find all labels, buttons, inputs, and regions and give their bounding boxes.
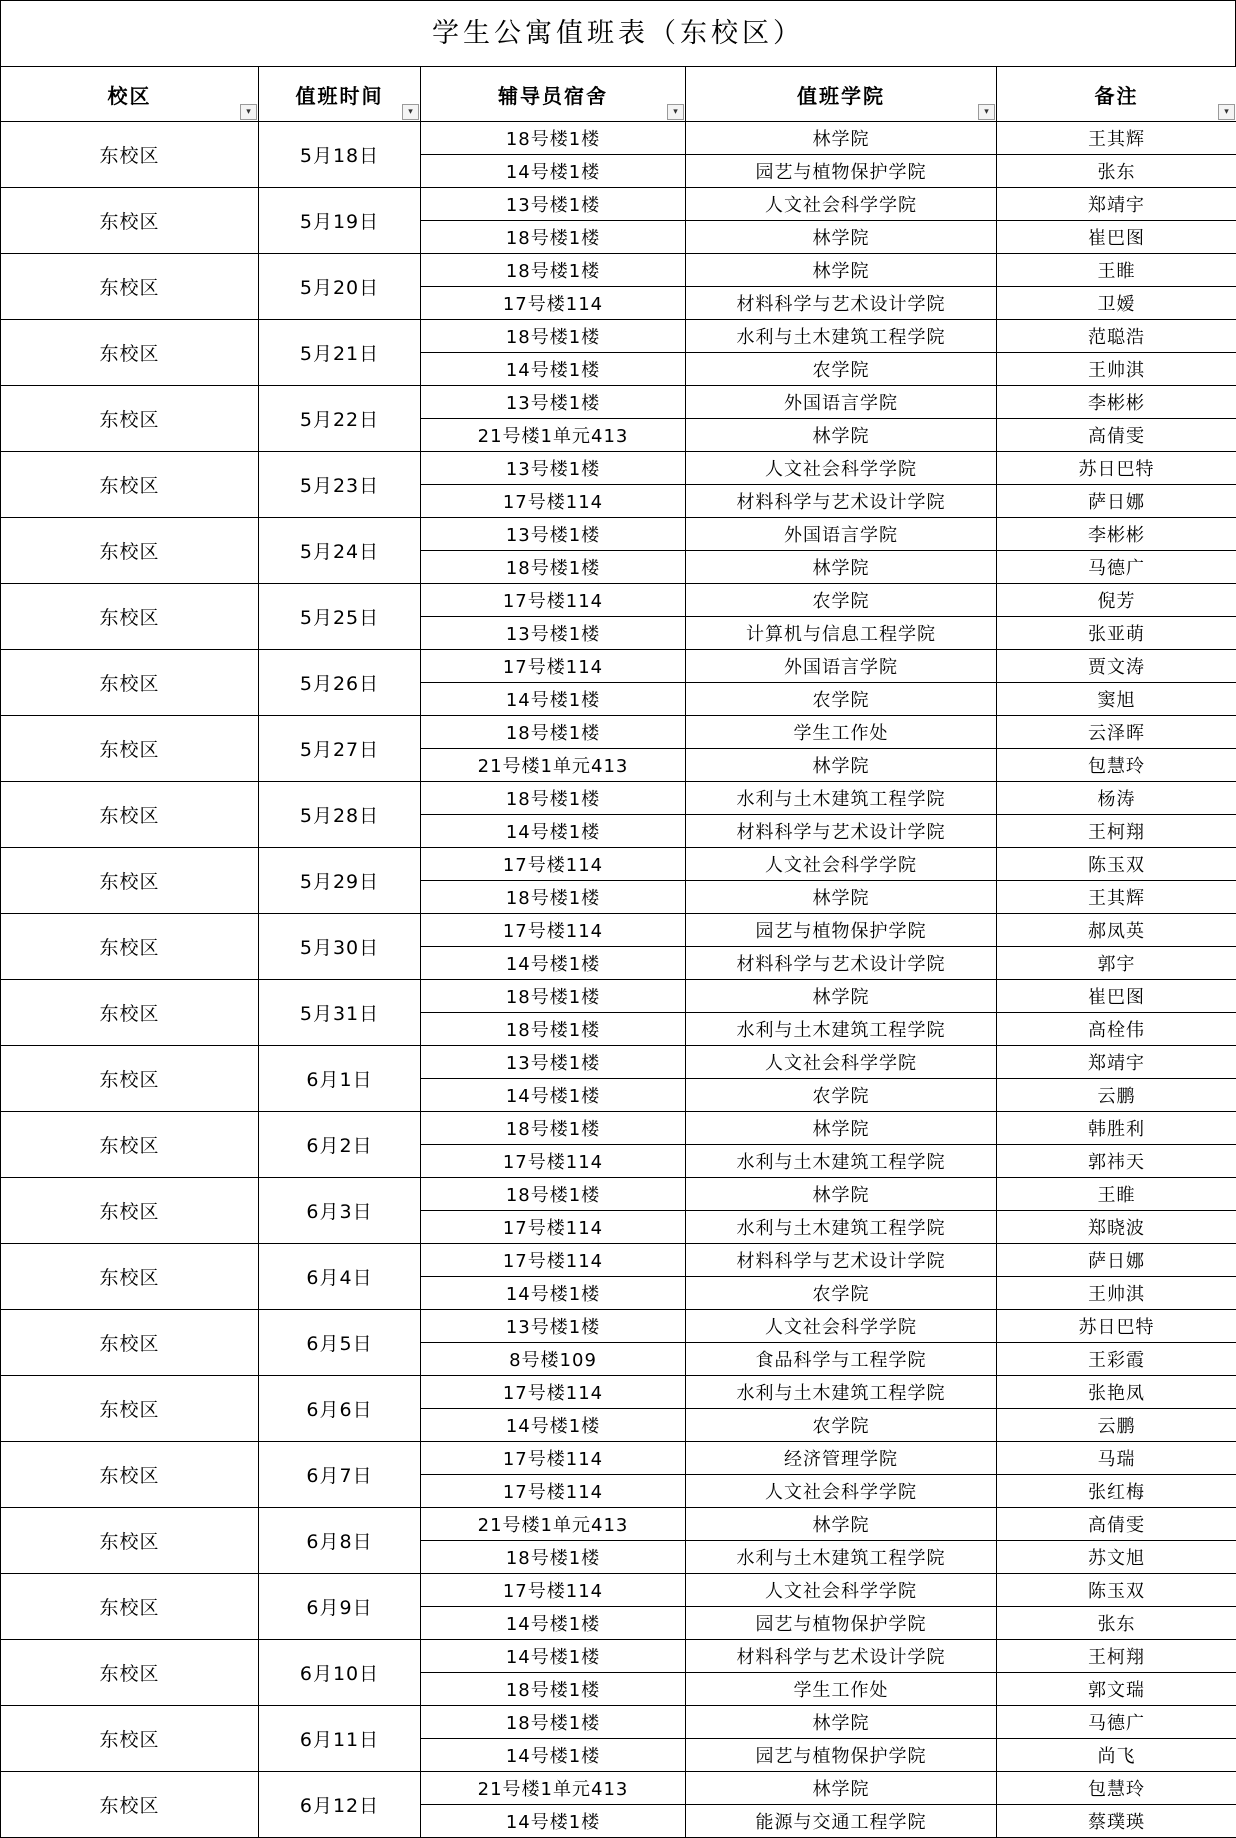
remark-cell[interactable]: 郝凤英 [997,914,1236,947]
table-row [1,1244,1236,1277]
duty-date-cell[interactable]: 5月29日 [259,848,421,914]
header-label: 值班学院 [797,84,885,108]
remark-cell[interactable]: 苏日巴特 [997,1310,1236,1343]
dorm-cell[interactable]: 8号楼109 [421,1343,686,1376]
dorm-cell[interactable]: 13号楼1楼 [421,617,686,650]
dorm-cell[interactable]: 18号楼1楼 [421,980,686,1013]
dorm-cell[interactable]: 14号楼1楼 [421,1607,686,1640]
college-cell[interactable]: 能源与交通工程学院 [686,1805,997,1838]
remark-cell[interactable]: 贾文涛 [997,650,1236,683]
table-row [1,980,1236,1013]
remark-cell[interactable]: 云鹏 [997,1409,1236,1442]
dorm-cell[interactable]: 13号楼1楼 [421,1046,686,1079]
college-cell[interactable]: 人文社会科学学院 [686,1046,997,1079]
table-row [1,1574,1236,1607]
dorm-cell[interactable]: 18号楼1楼 [421,716,686,749]
remark-cell[interactable]: 张亚萌 [997,617,1236,650]
remark-cell[interactable]: 王睢 [997,254,1236,287]
college-cell[interactable]: 水利与土木建筑工程学院 [686,1211,997,1244]
college-cell[interactable]: 林学院 [686,419,997,452]
college-cell[interactable]: 经济管理学院 [686,1442,997,1475]
filter-dropdown-icon[interactable]: ▾ [240,104,257,120]
dorm-cell[interactable]: 18号楼1楼 [421,1112,686,1145]
remark-cell[interactable]: 萨日娜 [997,1244,1236,1277]
college-cell[interactable]: 材料科学与艺术设计学院 [686,287,997,320]
dorm-cell[interactable]: 14号楼1楼 [421,1640,686,1673]
college-cell[interactable]: 材料科学与艺术设计学院 [686,815,997,848]
dorm-cell[interactable]: 18号楼1楼 [421,1178,686,1211]
remark-cell[interactable]: 王其辉 [997,881,1236,914]
remark-cell[interactable]: 王其辉 [997,122,1236,155]
sheet-title: 学生公寓值班表（东校区） [0,0,1236,66]
duty-date-cell[interactable]: 6月6日 [259,1376,421,1442]
table-row [1,1046,1236,1079]
remark-cell[interactable]: 倪芳 [997,584,1236,617]
college-cell[interactable]: 食品科学与工程学院 [686,1343,997,1376]
remark-cell[interactable]: 王帅淇 [997,1277,1236,1310]
college-cell[interactable]: 水利与土木建筑工程学院 [686,782,997,815]
dorm-cell[interactable]: 21号楼1单元413 [421,1508,686,1541]
dorm-cell[interactable]: 18号楼1楼 [421,320,686,353]
remark-cell[interactable]: 张艳凤 [997,1376,1236,1409]
dorm-cell[interactable]: 17号楼114 [421,1442,686,1475]
dorm-cell[interactable]: 14号楼1楼 [421,1409,686,1442]
remark-cell[interactable]: 云鹏 [997,1079,1236,1112]
remark-cell[interactable]: 尚飞 [997,1739,1236,1772]
table-row [1,1772,1236,1805]
duty-table [0,66,1236,1838]
dorm-cell[interactable]: 17号楼114 [421,1211,686,1244]
duty-date-cell[interactable]: 5月22日 [259,386,421,452]
college-cell[interactable]: 农学院 [686,1409,997,1442]
college-cell[interactable]: 林学院 [686,1706,997,1739]
college-cell[interactable]: 园艺与植物保护学院 [686,1607,997,1640]
header-label: 校区 [108,84,152,108]
college-cell[interactable]: 农学院 [686,1277,997,1310]
table-row [1,1442,1236,1475]
college-cell[interactable]: 人文社会科学学院 [686,1574,997,1607]
campus-cell[interactable]: 东校区 [1,1244,259,1310]
duty-date-cell[interactable]: 6月3日 [259,1178,421,1244]
campus-cell[interactable]: 东校区 [1,452,259,518]
dorm-cell[interactable]: 14号楼1楼 [421,815,686,848]
college-cell[interactable]: 林学院 [686,1508,997,1541]
table-row [1,848,1236,881]
duty-date-cell[interactable]: 6月2日 [259,1112,421,1178]
dorm-cell[interactable]: 18号楼1楼 [421,221,686,254]
table-row [1,1112,1236,1145]
dorm-cell[interactable]: 18号楼1楼 [421,1013,686,1046]
table-row [1,122,1236,155]
remark-cell[interactable]: 包慧玲 [997,1772,1236,1805]
dorm-cell[interactable]: 17号楼114 [421,1574,686,1607]
college-cell[interactable]: 园艺与植物保护学院 [686,155,997,188]
college-cell[interactable]: 水利与土木建筑工程学院 [686,1541,997,1574]
campus-cell[interactable]: 东校区 [1,1706,259,1772]
remark-cell[interactable]: 苏日巴特 [997,452,1236,485]
remark-cell[interactable]: 陈玉双 [997,1574,1236,1607]
filter-dropdown-icon[interactable]: ▾ [1218,104,1235,120]
remark-cell[interactable]: 苏文旭 [997,1541,1236,1574]
remark-cell[interactable]: 王帅淇 [997,353,1236,386]
campus-cell[interactable]: 东校区 [1,1508,259,1574]
filter-dropdown-icon[interactable]: ▾ [667,104,684,120]
campus-cell[interactable]: 东校区 [1,1178,259,1244]
campus-cell[interactable]: 东校区 [1,254,259,320]
dorm-cell[interactable]: 17号楼114 [421,485,686,518]
remark-cell[interactable]: 高倩雯 [997,419,1236,452]
table-row [1,1508,1236,1541]
remark-cell[interactable]: 窦旭 [997,683,1236,716]
table-row [1,1640,1236,1673]
remark-cell[interactable]: 韩胜利 [997,1112,1236,1145]
college-cell[interactable]: 林学院 [686,1772,997,1805]
header-duty-time [259,67,421,122]
college-cell[interactable]: 水利与土木建筑工程学院 [686,1376,997,1409]
college-cell[interactable]: 材料科学与艺术设计学院 [686,1244,997,1277]
college-cell[interactable]: 外国语言学院 [686,518,997,551]
campus-cell[interactable]: 东校区 [1,188,259,254]
header-remarks [997,67,1236,122]
remark-cell[interactable]: 郑靖宇 [997,1046,1236,1079]
college-cell[interactable]: 材料科学与艺术设计学院 [686,485,997,518]
dorm-cell[interactable]: 18号楼1楼 [421,1706,686,1739]
remark-cell[interactable]: 李彬彬 [997,518,1236,551]
dorm-cell[interactable]: 18号楼1楼 [421,881,686,914]
remark-cell[interactable]: 郭宇 [997,947,1236,980]
college-cell[interactable]: 林学院 [686,254,997,287]
dorm-cell[interactable]: 17号楼114 [421,1145,686,1178]
college-cell[interactable]: 农学院 [686,1079,997,1112]
duty-date-cell[interactable]: 6月9日 [259,1574,421,1640]
table-row [1,1376,1236,1409]
college-cell[interactable]: 园艺与植物保护学院 [686,914,997,947]
table-row [1,188,1236,221]
duty-date-cell[interactable]: 6月1日 [259,1046,421,1112]
remark-cell[interactable]: 张东 [997,1607,1236,1640]
campus-cell[interactable]: 东校区 [1,1112,259,1178]
header-duty-college [686,67,997,122]
college-cell[interactable]: 农学院 [686,353,997,386]
duty-date-cell[interactable]: 6月5日 [259,1310,421,1376]
table-row [1,452,1236,485]
college-cell[interactable]: 农学院 [686,683,997,716]
duty-date-cell[interactable]: 5月27日 [259,716,421,782]
college-cell[interactable]: 外国语言学院 [686,386,997,419]
header-label: 辅导员宿舍 [498,84,608,108]
duty-date-cell[interactable]: 6月7日 [259,1442,421,1508]
duty-date-cell[interactable]: 5月23日 [259,452,421,518]
remark-cell[interactable]: 蔡璞瑛 [997,1805,1236,1838]
college-cell[interactable]: 林学院 [686,881,997,914]
table-row [1,1706,1236,1739]
dorm-cell[interactable]: 17号楼114 [421,584,686,617]
campus-cell[interactable]: 东校区 [1,782,259,848]
table-row [1,320,1236,353]
remark-cell[interactable]: 王柯翔 [997,1640,1236,1673]
college-cell[interactable]: 林学院 [686,1178,997,1211]
remark-cell[interactable]: 王睢 [997,1178,1236,1211]
remark-cell[interactable]: 萨日娜 [997,485,1236,518]
dorm-cell[interactable]: 14号楼1楼 [421,1739,686,1772]
remark-cell[interactable]: 张红梅 [997,1475,1236,1508]
dorm-cell[interactable]: 14号楼1楼 [421,1277,686,1310]
remark-cell[interactable]: 张东 [997,155,1236,188]
duty-date-cell[interactable]: 5月21日 [259,320,421,386]
campus-cell[interactable]: 东校区 [1,1772,259,1838]
college-cell[interactable]: 林学院 [686,749,997,782]
dorm-cell[interactable]: 21号楼1单元413 [421,1772,686,1805]
college-cell[interactable]: 水利与土木建筑工程学院 [686,320,997,353]
campus-cell[interactable]: 东校区 [1,584,259,650]
remark-cell[interactable]: 卫嫒 [997,287,1236,320]
remark-cell[interactable]: 崔巴图 [997,980,1236,1013]
dorm-cell[interactable]: 18号楼1楼 [421,122,686,155]
dorm-cell[interactable]: 17号楼114 [421,650,686,683]
dorm-cell[interactable]: 14号楼1楼 [421,947,686,980]
dorm-cell[interactable]: 14号楼1楼 [421,353,686,386]
campus-cell[interactable]: 东校区 [1,386,259,452]
dorm-cell[interactable]: 17号楼114 [421,848,686,881]
college-cell[interactable]: 人文社会科学学院 [686,1475,997,1508]
header-campus [1,67,259,122]
remark-cell[interactable]: 包慧玲 [997,749,1236,782]
dorm-cell[interactable]: 18号楼1楼 [421,782,686,815]
duty-date-cell[interactable]: 5月18日 [259,122,421,188]
college-cell[interactable]: 人文社会科学学院 [686,1310,997,1343]
campus-cell[interactable]: 东校区 [1,1640,259,1706]
table-row [1,914,1236,947]
college-cell[interactable]: 外国语言学院 [686,650,997,683]
remark-cell[interactable]: 高倩雯 [997,1508,1236,1541]
remark-cell[interactable]: 王柯翔 [997,815,1236,848]
table-row [1,782,1236,815]
remark-cell[interactable]: 郑靖宇 [997,188,1236,221]
duty-date-cell[interactable]: 6月10日 [259,1640,421,1706]
table-row [1,518,1236,551]
table-row [1,1310,1236,1343]
remark-cell[interactable]: 马德广 [997,1706,1236,1739]
remark-cell[interactable]: 崔巴图 [997,221,1236,254]
college-cell[interactable]: 学生工作处 [686,716,997,749]
dorm-cell[interactable]: 18号楼1楼 [421,551,686,584]
dorm-cell[interactable]: 14号楼1楼 [421,155,686,188]
campus-cell[interactable]: 东校区 [1,518,259,584]
campus-cell[interactable]: 东校区 [1,980,259,1046]
college-cell[interactable]: 林学院 [686,551,997,584]
header-label: 备注 [1095,84,1139,108]
college-cell[interactable]: 园艺与植物保护学院 [686,1739,997,1772]
dorm-cell[interactable]: 13号楼1楼 [421,452,686,485]
duty-date-cell[interactable]: 5月20日 [259,254,421,320]
duty-date-cell[interactable]: 6月4日 [259,1244,421,1310]
duty-date-cell[interactable]: 5月26日 [259,650,421,716]
remark-cell[interactable]: 李彬彬 [997,386,1236,419]
campus-cell[interactable]: 东校区 [1,848,259,914]
campus-cell[interactable]: 东校区 [1,650,259,716]
duty-date-cell[interactable]: 6月11日 [259,1706,421,1772]
campus-cell[interactable]: 东校区 [1,1574,259,1640]
campus-cell[interactable]: 东校区 [1,1310,259,1376]
remark-cell[interactable]: 郭祎天 [997,1145,1236,1178]
remark-cell[interactable]: 杨涛 [997,782,1236,815]
campus-cell[interactable]: 东校区 [1,122,259,188]
remark-cell[interactable]: 郭文瑞 [997,1673,1236,1706]
college-cell[interactable]: 人文社会科学学院 [686,188,997,221]
dorm-cell[interactable]: 18号楼1楼 [421,1673,686,1706]
table-row [1,254,1236,287]
remark-cell[interactable]: 王彩霞 [997,1343,1236,1376]
dorm-cell[interactable]: 21号楼1单元413 [421,419,686,452]
dorm-cell[interactable]: 17号楼114 [421,1475,686,1508]
college-cell[interactable]: 计算机与信息工程学院 [686,617,997,650]
campus-cell[interactable]: 东校区 [1,1442,259,1508]
duty-date-cell[interactable]: 5月19日 [259,188,421,254]
remark-cell[interactable]: 高栓伟 [997,1013,1236,1046]
header-label: 值班时间 [296,84,384,108]
campus-cell[interactable]: 东校区 [1,320,259,386]
campus-cell[interactable]: 东校区 [1,716,259,782]
table-body [1,122,1236,1838]
table-row [1,716,1236,749]
dorm-cell[interactable]: 13号楼1楼 [421,188,686,221]
college-cell[interactable]: 人文社会科学学院 [686,452,997,485]
dorm-cell[interactable]: 17号楼114 [421,1376,686,1409]
dorm-cell[interactable]: 14号楼1楼 [421,1805,686,1838]
dorm-cell[interactable]: 14号楼1楼 [421,683,686,716]
campus-cell[interactable]: 东校区 [1,1046,259,1112]
remark-cell[interactable]: 马德广 [997,551,1236,584]
duty-date-cell[interactable]: 6月8日 [259,1508,421,1574]
college-cell[interactable]: 材料科学与艺术设计学院 [686,947,997,980]
college-cell[interactable]: 农学院 [686,584,997,617]
dorm-cell[interactable]: 14号楼1楼 [421,1079,686,1112]
remark-cell[interactable]: 郑晓波 [997,1211,1236,1244]
dorm-cell[interactable]: 13号楼1楼 [421,518,686,551]
college-cell[interactable]: 人文社会科学学院 [686,848,997,881]
dorm-cell[interactable]: 17号楼114 [421,287,686,320]
table-row [1,386,1236,419]
dorm-cell[interactable]: 18号楼1楼 [421,254,686,287]
college-cell[interactable]: 水利与土木建筑工程学院 [686,1145,997,1178]
dorm-cell[interactable]: 18号楼1楼 [421,1541,686,1574]
header-row [1,67,1236,122]
dorm-cell[interactable]: 17号楼114 [421,914,686,947]
duty-date-cell[interactable]: 6月12日 [259,1772,421,1838]
college-cell[interactable]: 林学院 [686,980,997,1013]
remark-cell[interactable]: 马瑞 [997,1442,1236,1475]
table-row [1,1178,1236,1211]
duty-date-cell[interactable]: 5月30日 [259,914,421,980]
duty-date-cell[interactable]: 5月25日 [259,584,421,650]
campus-cell[interactable]: 东校区 [1,914,259,980]
duty-date-cell[interactable]: 5月28日 [259,782,421,848]
duty-date-cell[interactable]: 5月31日 [259,980,421,1046]
duty-date-cell[interactable]: 5月24日 [259,518,421,584]
college-cell[interactable]: 林学院 [686,221,997,254]
dorm-cell[interactable]: 13号楼1楼 [421,1310,686,1343]
college-cell[interactable]: 林学院 [686,122,997,155]
campus-cell[interactable]: 东校区 [1,1376,259,1442]
table-row [1,584,1236,617]
remark-cell[interactable]: 云泽晖 [997,716,1236,749]
filter-dropdown-icon[interactable]: ▾ [402,104,419,120]
remark-cell[interactable]: 陈玉双 [997,848,1236,881]
dorm-cell[interactable]: 21号楼1单元413 [421,749,686,782]
college-cell[interactable]: 水利与土木建筑工程学院 [686,1013,997,1046]
header-counselor-dorm [421,67,686,122]
college-cell[interactable]: 材料科学与艺术设计学院 [686,1640,997,1673]
college-cell[interactable]: 学生工作处 [686,1673,997,1706]
filter-dropdown-icon[interactable]: ▾ [978,104,995,120]
college-cell[interactable]: 林学院 [686,1112,997,1145]
dorm-cell[interactable]: 17号楼114 [421,1244,686,1277]
table-row [1,650,1236,683]
remark-cell[interactable]: 范聪浩 [997,320,1236,353]
dorm-cell[interactable]: 13号楼1楼 [421,386,686,419]
